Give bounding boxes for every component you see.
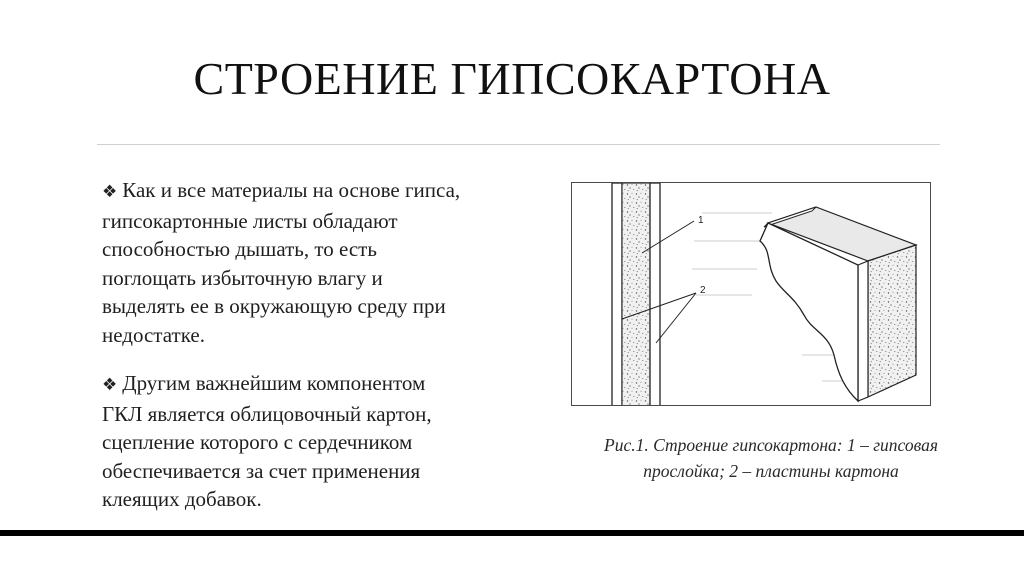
bullet-line: выделять ее в окружающую среду при bbox=[102, 294, 446, 318]
bullet-line: ❖ Как и все материалы на основе гипса, bbox=[102, 178, 461, 202]
bullet-line: ГКЛ является облицовочный картон, bbox=[102, 401, 432, 426]
bullet-line: ❖ Другим важнейшим компонентом bbox=[102, 371, 426, 395]
cross-section-panel bbox=[612, 183, 660, 406]
footer-bar bbox=[0, 530, 1024, 536]
perspective-board bbox=[760, 207, 916, 401]
caption-line: прослойка; 2 – пластины картона bbox=[643, 461, 899, 481]
bullet-line: гипсокартонные листы обладают bbox=[102, 208, 398, 233]
bullet-line: сцепление которого с сердечником bbox=[102, 430, 413, 454]
bullet-line: обеспечивается за счет применения bbox=[102, 458, 421, 483]
diamond-bullet-icon: ❖ bbox=[102, 182, 118, 202]
callout-label-1: 1 bbox=[698, 215, 704, 226]
bullet-line: способностью дышать, то есть bbox=[102, 237, 377, 261]
bullet-line: недостатке. bbox=[102, 322, 205, 347]
diamond-bullet-icon: ❖ bbox=[102, 375, 118, 395]
bullet-line: поглощать избыточную влагу и bbox=[102, 265, 383, 290]
callout-label-2: 2 bbox=[700, 285, 706, 296]
bullet-list bbox=[90, 176, 560, 514]
slide-title: СТРОЕНИЕ ГИПСОКАРТОНА bbox=[193, 53, 831, 104]
caption-line: Рис.1. Строение гипсокартона: 1 – гипсовая bbox=[604, 435, 938, 455]
bullet-line: клеящих добавок. bbox=[102, 487, 262, 511]
title-divider bbox=[97, 144, 940, 145]
figure-caption bbox=[555, 432, 987, 484]
drywall-diagram bbox=[572, 183, 931, 406]
drywall-structure-figure bbox=[571, 182, 931, 406]
bullet-item bbox=[90, 369, 560, 514]
bullet-item bbox=[90, 176, 560, 349]
